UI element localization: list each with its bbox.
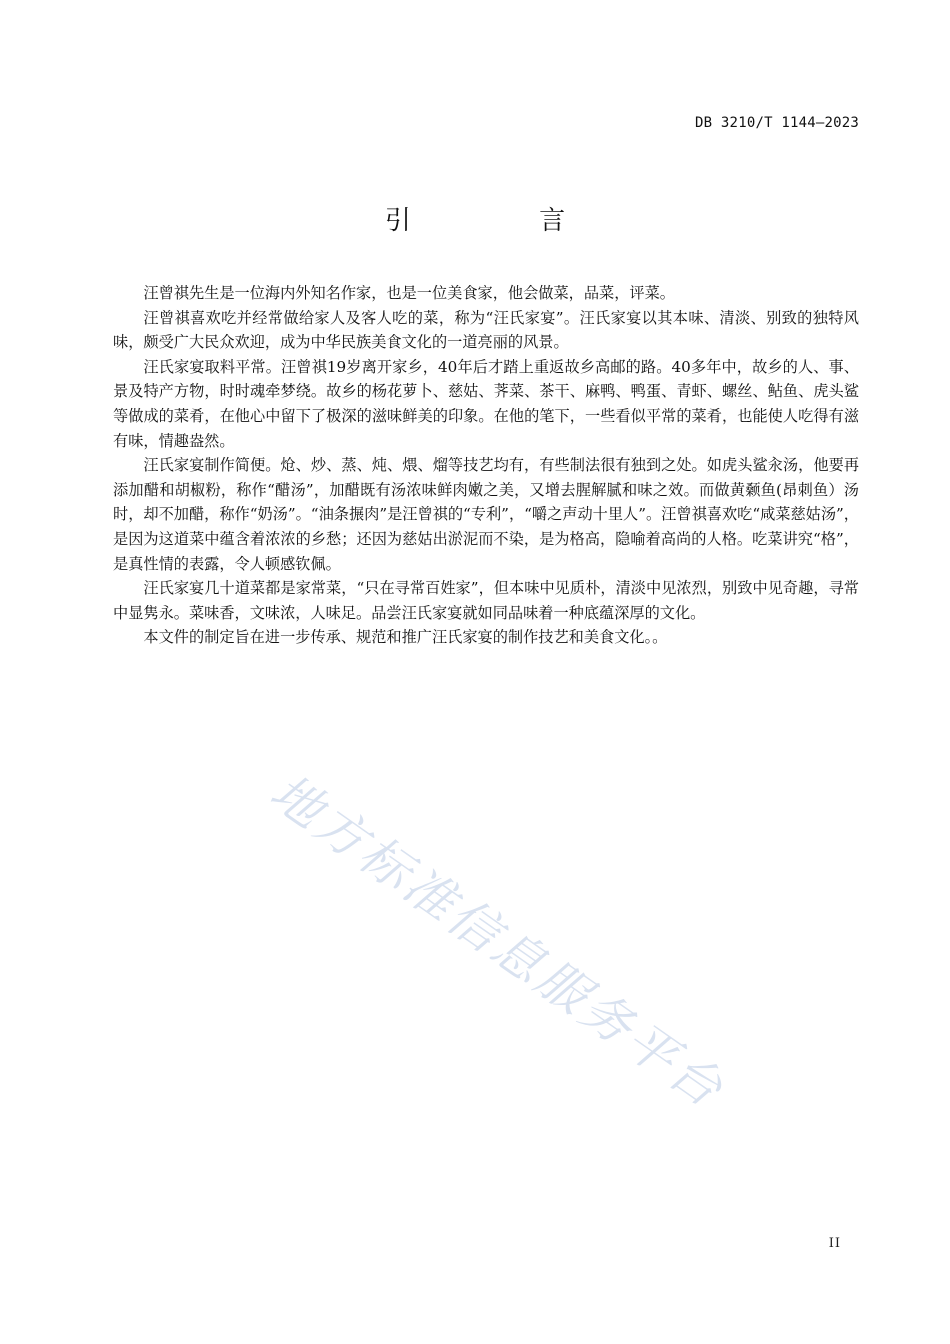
- introduction-body: [113, 281, 859, 650]
- document-code-header: DB 3210/T 1144—2023: [695, 115, 859, 131]
- page-number: II: [828, 1236, 841, 1251]
- paragraph: 汪氏家宴几十道菜都是家常菜，“只在寻常百姓家”，但本味中见质朴，清淡中见浓烈，别致中见奇趣，寻常中显隽永。菜味香，文味浓，人味足。品尝汪氏家宴就如同品味着一种底蕴深厚的文化。: [113, 579, 859, 622]
- paragraph: 汪氏家宴取料平常。汪曾祺19岁离开家乡，40年后才踏上重返故乡高邮的路。40多年中，故乡的人、事、景及特产方物，时时魂牵梦绕。故乡的杨花萝卜、慈姑、荠菜、茶干、麻鸭、鸭蛋、青虾、螺丝、鲇鱼、虎头鲨等做成的菜肴，在他心中留下了极深的滋味鲜美的印象。在他的笔下，一些看似平常的菜肴，也能使人吃得有滋有味，情趣盎然。: [113, 357, 859, 450]
- paragraph: 汪曾祺先生是一位海内外知名作家，也是一位美食家，他会做菜，品菜，评菜。: [143, 284, 675, 302]
- watermark: 地方标准信息服务平台: [259, 762, 736, 1120]
- paragraph: 汪曾祺喜欢吃并经常做给家人及客人吃的菜，称为“汪氏家宴”。汪氏家宴以其本味、清淡、别致的独特风味，颇受广大民众欢迎，成为中华民族美食文化的一道亮丽的风景。: [113, 308, 859, 352]
- paragraph: 本文件的制定旨在进一步传承、规范和推广汪氏家宴的制作技艺和美食文化。。: [143, 628, 668, 647]
- page-title: 引 言: [384, 206, 626, 236]
- paragraph: 汪氏家宴制作简便。炝、炒、蒸、炖、煨、熘等技艺均有，有些制法很有独到之处。如虎头鲨汆汤，他要再添加醋和胡椒粉，称作“醋汤”，加醋既有汤浓味鲜肉嫩之美，又增去腥解腻和味之效。而做黄颡鱼(昂刺鱼）汤时，却不加醋，称作“奶汤”。“油条搌肉”是汪曾祺的“专利”，“嚼之声动十里人”。汪曾祺喜欢吃“咸菜慈姑汤”，是因为这道菜中蕴含着浓浓的乡愁；还因为慈姑出淤泥而不染，是为格高，隐喻着高尚的人格。吃菜讲究“格”，是真性情的表露，令人顿感钦佩。: [113, 456, 859, 573]
